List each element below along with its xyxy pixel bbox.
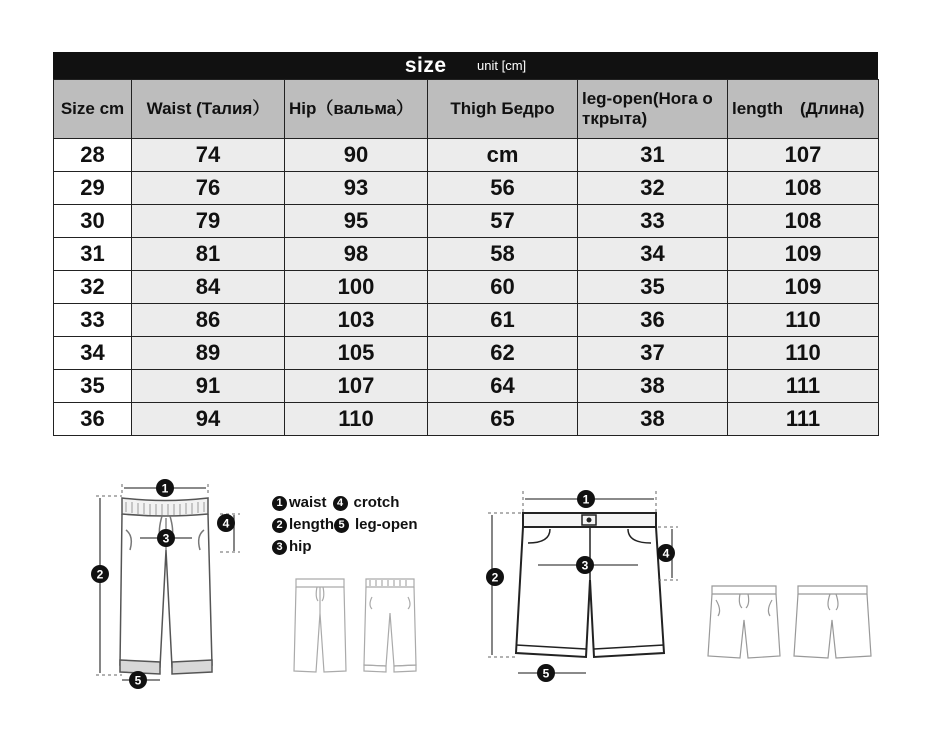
cell-leg-open: 35 xyxy=(578,271,728,304)
table-row xyxy=(54,238,879,271)
cell-length: 109 xyxy=(728,238,879,271)
cell-hip: 90 xyxy=(285,139,428,172)
marker-5: 5 xyxy=(134,673,142,688)
cell-leg-open: 38 xyxy=(578,403,728,436)
header-row xyxy=(54,80,879,139)
cell-leg-open: 32 xyxy=(578,172,728,205)
legend-label-waist: waist xyxy=(289,494,327,511)
legend-number: 5 xyxy=(334,518,349,533)
cell-length: 108 xyxy=(728,205,879,238)
cell-thigh: 56 xyxy=(428,172,578,205)
cell-hip: 95 xyxy=(285,205,428,238)
cell-waist: 84 xyxy=(132,271,285,304)
cell-thigh: 65 xyxy=(428,403,578,436)
table-row xyxy=(54,304,879,337)
cell-size: 29 xyxy=(54,172,132,205)
cell-size: 34 xyxy=(54,337,132,370)
cell-waist: 91 xyxy=(132,370,285,403)
cell-hip: 98 xyxy=(285,238,428,271)
size-chart xyxy=(53,52,878,436)
legend-label-hip: hip xyxy=(289,538,312,555)
cell-thigh: 60 xyxy=(428,271,578,304)
cell-thigh: 57 xyxy=(428,205,578,238)
cell-size: 35 xyxy=(54,370,132,403)
cell-thigh: 64 xyxy=(428,370,578,403)
cell-size: 32 xyxy=(54,271,132,304)
legend-row xyxy=(272,492,418,514)
cell-hip: 110 xyxy=(285,403,428,436)
cell-size: 28 xyxy=(54,139,132,172)
cell-leg-open: 33 xyxy=(578,205,728,238)
legend-number: 3 xyxy=(272,540,287,555)
legend-number: 2 xyxy=(272,518,287,533)
header-size: Size cm xyxy=(54,80,132,139)
legend-label-leg-open: leg-open xyxy=(355,516,418,533)
marker-1: 1 xyxy=(161,481,169,496)
cell-hip: 93 xyxy=(285,172,428,205)
shorts-thumbnail-back xyxy=(790,580,875,665)
cell-length: 110 xyxy=(728,337,879,370)
cell-waist: 76 xyxy=(132,172,285,205)
legend-row xyxy=(272,514,418,536)
table-row xyxy=(54,403,879,436)
pants-thumbnail-back xyxy=(360,575,420,675)
unit-label: unit [cm] xyxy=(477,58,527,73)
marker-2: 2 xyxy=(491,570,499,585)
cell-waist: 86 xyxy=(132,304,285,337)
chart-title: size xyxy=(404,54,447,77)
cell-thigh: 62 xyxy=(428,337,578,370)
cell-hip: 105 xyxy=(285,337,428,370)
cell-waist: 79 xyxy=(132,205,285,238)
size-table xyxy=(53,79,879,436)
cell-length: 111 xyxy=(728,370,879,403)
cell-leg-open: 31 xyxy=(578,139,728,172)
cell-thigh: 58 xyxy=(428,238,578,271)
cell-size: 36 xyxy=(54,403,132,436)
header-thigh: Thigh Бедро xyxy=(428,80,578,139)
cell-size: 30 xyxy=(54,205,132,238)
table-row xyxy=(54,172,879,205)
shorts-thumbnail-front xyxy=(704,580,784,665)
shorts-measurement-diagram xyxy=(478,485,688,685)
marker-3: 3 xyxy=(581,558,589,573)
header-leg-open: leg-open(Нога о ткрыта) xyxy=(578,80,728,139)
cell-length: 111 xyxy=(728,403,879,436)
measurement-legend xyxy=(272,492,418,558)
table-row xyxy=(54,271,879,304)
marker-4: 4 xyxy=(662,546,670,561)
marker-1: 1 xyxy=(582,492,590,507)
cell-leg-open: 38 xyxy=(578,370,728,403)
cell-length: 109 xyxy=(728,271,879,304)
legend-number: 1 xyxy=(272,496,287,511)
header-hip: Hip（вальма） xyxy=(285,80,428,139)
title-bar xyxy=(53,52,878,79)
cell-leg-open: 36 xyxy=(578,304,728,337)
table-row xyxy=(54,205,879,238)
legend-row xyxy=(272,536,418,558)
marker-4: 4 xyxy=(222,516,230,531)
cell-waist: 74 xyxy=(132,139,285,172)
cell-hip: 107 xyxy=(285,370,428,403)
legend-number: 4 xyxy=(333,496,348,511)
header-waist: Waist (Талия） xyxy=(132,80,285,139)
cell-length: 110 xyxy=(728,304,879,337)
cell-length: 107 xyxy=(728,139,879,172)
table-row xyxy=(54,337,879,370)
cell-size: 31 xyxy=(54,238,132,271)
cell-hip: 100 xyxy=(285,271,428,304)
pants-thumbnail-front xyxy=(290,575,350,675)
cell-thigh: 61 xyxy=(428,304,578,337)
cell-length: 108 xyxy=(728,172,879,205)
cell-leg-open: 37 xyxy=(578,337,728,370)
table-row xyxy=(54,139,879,172)
cell-waist: 89 xyxy=(132,337,285,370)
marker-3: 3 xyxy=(162,531,170,546)
legend-label-crotch: crotch xyxy=(353,494,400,511)
pants-measurement-diagram xyxy=(80,470,260,695)
legend-label-length: length xyxy=(289,516,334,533)
cell-leg-open: 34 xyxy=(578,238,728,271)
cell-waist: 81 xyxy=(132,238,285,271)
header-length: length (Длина) xyxy=(728,80,879,139)
marker-2: 2 xyxy=(96,567,104,582)
cell-waist: 94 xyxy=(132,403,285,436)
cell-thigh: cm xyxy=(428,139,578,172)
table-row xyxy=(54,370,879,403)
marker-5: 5 xyxy=(542,666,550,681)
cell-size: 33 xyxy=(54,304,132,337)
cell-hip: 103 xyxy=(285,304,428,337)
